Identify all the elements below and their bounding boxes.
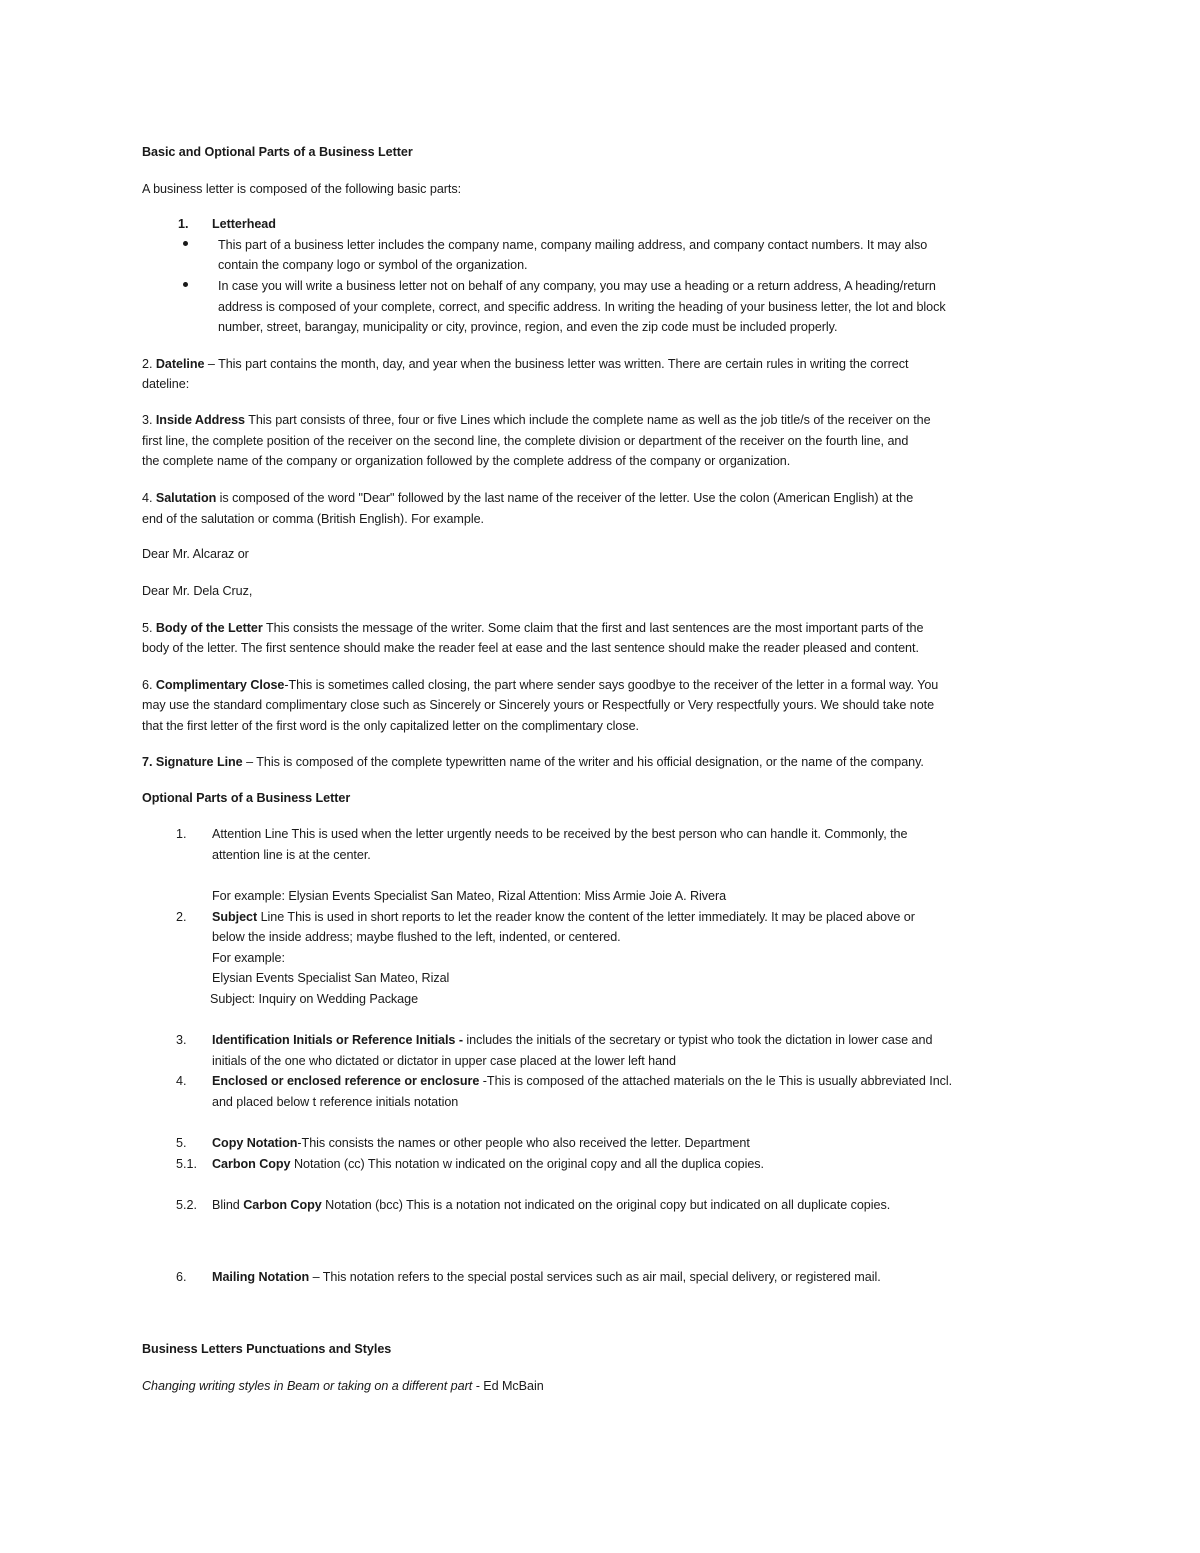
salutation-line2: end of the salutation or comma (British English). For example. bbox=[142, 512, 484, 526]
optional-item2-line3: For example: bbox=[212, 951, 285, 965]
optional-item5-number: 5. bbox=[176, 1136, 187, 1150]
body-line2: body of the letter. The first sentence should make the reader feel at ease and the last sentence should make the reader pleased and content. bbox=[142, 641, 919, 655]
optional-item1-example: For example: Elysian Events Specialist San Mateo, Rizal Attention: Miss Armie Joie A. Rivera bbox=[212, 889, 727, 903]
inside-address-line1: 3. Inside Address This part consists of three, four or five Lines which include the complete name as well as the job title/s of the receiver on the bbox=[142, 413, 931, 427]
body-line1: 5. Body of the Letter This consists the message of the writer. Some claim that the first and last sentences are the most important parts of the bbox=[142, 621, 924, 635]
salutation-example1: Dear Mr. Alcaraz or bbox=[142, 547, 249, 561]
optional-item2-line5: Subject: Inquiry on Wedding Package bbox=[210, 992, 419, 1006]
dateline-label: Dateline bbox=[155, 357, 205, 371]
mailing-notation-label: Mailing Notation bbox=[212, 1270, 310, 1284]
optional-item1-line2: attention line is at the center. bbox=[212, 848, 371, 862]
letterhead-bullet1-line1: This part of a business letter includes the company name, company mailing address, and company contact numbers. It may also bbox=[218, 238, 928, 252]
optional-item4-line2: and placed below t reference initials notation bbox=[212, 1095, 459, 1109]
carbon-copy-label: Carbon Copy bbox=[212, 1157, 291, 1171]
optional-item52-number: 5.2. bbox=[176, 1198, 198, 1212]
letterhead-number: 1. bbox=[178, 217, 189, 231]
letterhead-heading: Letterhead bbox=[212, 217, 276, 231]
optional-item2-line1: Subject Line This is used in short reports to let the reader know the content of the letter immediately. It may be placed above or bbox=[212, 910, 915, 924]
body-label: Body of the Letter bbox=[155, 621, 263, 635]
quote-author: Ed McBain bbox=[479, 1379, 544, 1393]
salutation-line1: 4. Salutation is composed of the word "Dear" followed by the last name of the receiver of the letter. Use the colon (American English) at the bbox=[142, 491, 914, 505]
bullet-icon bbox=[183, 282, 188, 287]
letterhead-bullet1-line2: contain the company logo or symbol of the organization. bbox=[218, 258, 528, 272]
optional-item2-line2: below the inside address; maybe flushed to the left, indented, or centered. bbox=[212, 930, 621, 944]
optional-item3-line2: initials of the one who dictated or dictator in upper case placed at the lower left hand bbox=[212, 1054, 676, 1068]
dateline-line2: dateline: bbox=[142, 377, 190, 391]
inside-address-line2: first line, the complete position of the receiver on the second line, the complete division or department of the receiver on the fourth line, and bbox=[142, 434, 909, 448]
salutation-example2: Dear Mr. Dela Cruz, bbox=[142, 584, 253, 598]
optional-item6-line1: Mailing Notation – This notation refers to the special postal services such as air mail, special delivery, or registered mail. bbox=[212, 1270, 881, 1284]
optional-item2-line4: Elysian Events Specialist San Mateo, Rizal bbox=[212, 971, 450, 985]
identification-initials-label: Identification Initials or Reference Initials - bbox=[212, 1033, 463, 1047]
styles-heading: Business Letters Punctuations and Styles bbox=[142, 1342, 392, 1356]
letterhead-bullet2-line3: number, street, barangay, municipality or city, province, region, and even the zip code must be included properly. bbox=[218, 320, 838, 334]
letterhead-bullet2-line2: address is composed of your complete, correct, and specific address. In writing the heading of your business letter, the lot and block bbox=[218, 300, 946, 314]
optional-item3-line1: Identification Initials or Reference Initials - includes the initials of the secretary or typist who took the dictation in lower case and bbox=[212, 1033, 933, 1047]
document-title: Basic and Optional Parts of a Business Letter bbox=[142, 145, 413, 159]
letterhead-bullet2-line1: In case you will write a business letter not on behalf of any company, you may use a heading or a return address, A heading/return bbox=[218, 279, 936, 293]
subject-label: Subject bbox=[212, 910, 258, 924]
complimentary-close-line3: that the first letter of the first word is the only capitalized letter on the complimentary close. bbox=[142, 719, 639, 733]
enclosure-label: Enclosed or enclosed reference or enclosure bbox=[212, 1074, 480, 1088]
inside-address-label: Inside Address bbox=[155, 413, 245, 427]
intro-text: A business letter is composed of the following basic parts: bbox=[142, 182, 462, 196]
inside-address-line3: the complete name of the company or organization followed by the complete address of the company or organization. bbox=[142, 454, 791, 468]
optional-item52-line1: Blind Carbon Copy Notation (bcc) This is a notation not indicated on the original copy but indicated on all duplicate copies. bbox=[212, 1198, 891, 1212]
optional-heading: Optional Parts of a Business Letter bbox=[142, 791, 351, 805]
optional-item4-number: 4. bbox=[176, 1074, 187, 1088]
optional-item3-number: 3. bbox=[176, 1033, 187, 1047]
copy-notation-label: Copy Notation bbox=[212, 1136, 298, 1150]
complimentary-close-line2: may use the standard complimentary close such as Sincerely or Sincerely yours or Respectfully or Very respectfully yours. We should take note bbox=[142, 698, 935, 712]
complimentary-close-label: Complimentary Close bbox=[155, 678, 285, 692]
optional-item51-number: 5.1. bbox=[176, 1157, 198, 1171]
optional-item1-line1: Attention Line This is used when the letter urgently needs to be received by the best person who can handle it. Commonly, the bbox=[212, 827, 908, 841]
complimentary-close-line1: 6. Complimentary Close-This is sometimes called closing, the part where sender says goodbye to the receiver of the letter in a formal way. You bbox=[142, 678, 939, 692]
signature-line-label: Signature Line bbox=[155, 755, 243, 769]
optional-item1-number: 1. bbox=[176, 827, 187, 841]
optional-item5-line1: Copy Notation-This consists the names or other people who also received the letter. Department bbox=[212, 1136, 750, 1150]
optional-item2-number: 2. bbox=[176, 910, 187, 924]
optional-item4-line1: Enclosed or enclosed reference or enclosure -This is composed of the attached materials on the le This is usually abbreviated Incl. bbox=[212, 1074, 953, 1088]
dateline-line1: 2. Dateline – This part contains the month, day, and year when the business letter was written. There are certain rules in writing the correct bbox=[142, 357, 909, 371]
bullet-icon bbox=[183, 241, 188, 246]
styles-quote: Changing writing styles in Beam or taking on a different part - Ed McBain bbox=[142, 1379, 544, 1393]
optional-item51-line1: Carbon Copy Notation (cc) This notation w indicated on the original copy and all the duplica copies. bbox=[212, 1157, 764, 1171]
optional-item6-number: 6. bbox=[176, 1270, 187, 1284]
salutation-label: Salutation bbox=[155, 491, 217, 505]
blind-carbon-copy-label: Carbon Copy bbox=[243, 1198, 322, 1212]
signature-line-text: 7. Signature Line – This is composed of the complete typewritten name of the writer and his official designation, or the name of the company. bbox=[142, 755, 924, 769]
